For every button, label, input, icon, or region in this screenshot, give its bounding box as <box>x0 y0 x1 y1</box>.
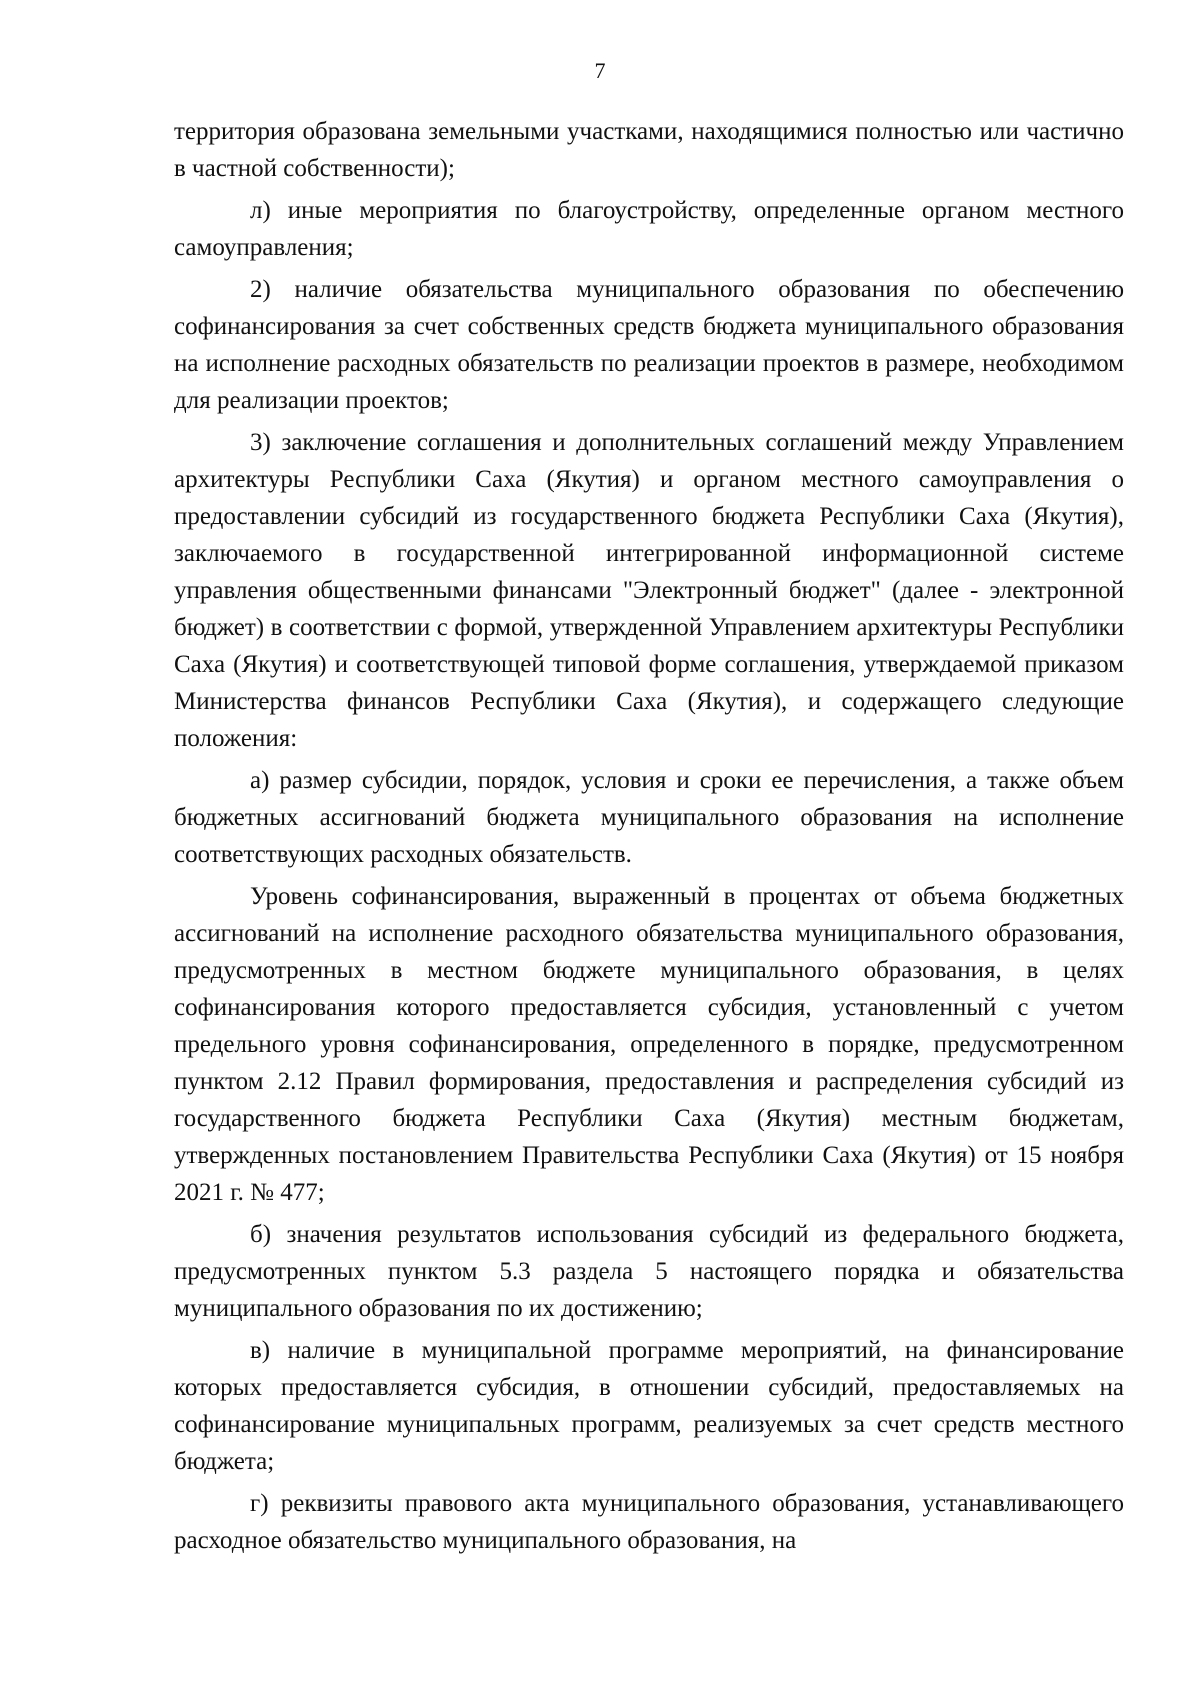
paragraph-item-b: б) значения результатов использования субсидий из федерального бюджета, предусмотренных пунктом 5.3 раздела 5 настоящего порядка и обязательства муниципального образования по их достижению; <box>174 1221 1124 1322</box>
paragraph-continuation: территория образована земельными участками, находящимися полностью или частично в частной собственности); <box>174 118 1124 182</box>
paragraph-item-3: 3) заключение соглашения и дополнительных соглашений между Управлением архитектуры Республики Саха (Якутия) и органом местного самоуправления о предоставлении субсидий из государственного бюджета Республики Саха (Якутия), заключаемого в государственной интегрированной информационной системе управления общественными финансами "Электронный бюджет" (далее - электронной бюджет) в соответствии с формой, утвержденной Управлением архитектуры Республики Саха (Якутия) и соответствующей типовой форме соглашения, утверждаемой приказом Министерства финансов Республики Саха (Якутия), и содержащего следующие положения: <box>174 429 1124 752</box>
paragraph-cofinancing-level: Уровень софинансирования, выраженный в процентах от объема бюджетных ассигнований на исполнение расходного обязательства муниципального образования, предусмотренных в местном бюджете муниципального образования, в целях софинансирования которого предоставляется субсидия, установленный с учетом предельного уровня софинансирования, определенного в порядке, предусмотренном пунктом 2.12 Правил формирования, предоставления и распределения субсидий из государственного бюджета Республики Саха (Якутия) местным бюджетам, утвержденных постановлением Правительства Республики Саха (Якутия) от 15 ноября 2021 г. № 477; <box>174 883 1124 1206</box>
paragraph-item-a: а) размер субсидии, порядок, условия и сроки ее перечисления, а также объем бюджетных ассигнований бюджета муниципального образования на исполнение соответствующих расходных обязательств. <box>174 767 1124 868</box>
paragraph-item-v: в) наличие в муниципальной программе мероприятий, на финансирование которых предоставляется субсидия, в отношении субсидий, предоставляемых на софинансирование муниципальных программ, реализуемых за счет средств местного бюджета; <box>174 1337 1124 1475</box>
page-number: 7 <box>594 58 606 83</box>
paragraph-item-2: 2) наличие обязательства муниципального образования по обеспечению софинансирования за счет собственных средств бюджета муниципального образования на исполнение расходных обязательств по реализации проектов в размере, необходимом для реализации проектов; <box>174 276 1124 414</box>
paragraph-item-l: л) иные мероприятия по благоустройству, определенные органом местного самоуправления; <box>174 197 1124 261</box>
paragraph-item-g: г) реквизиты правового акта муниципального образования, устанавливающего расходное обязательство муниципального образования, на <box>174 1490 1124 1554</box>
document-body <box>174 113 1124 1564</box>
